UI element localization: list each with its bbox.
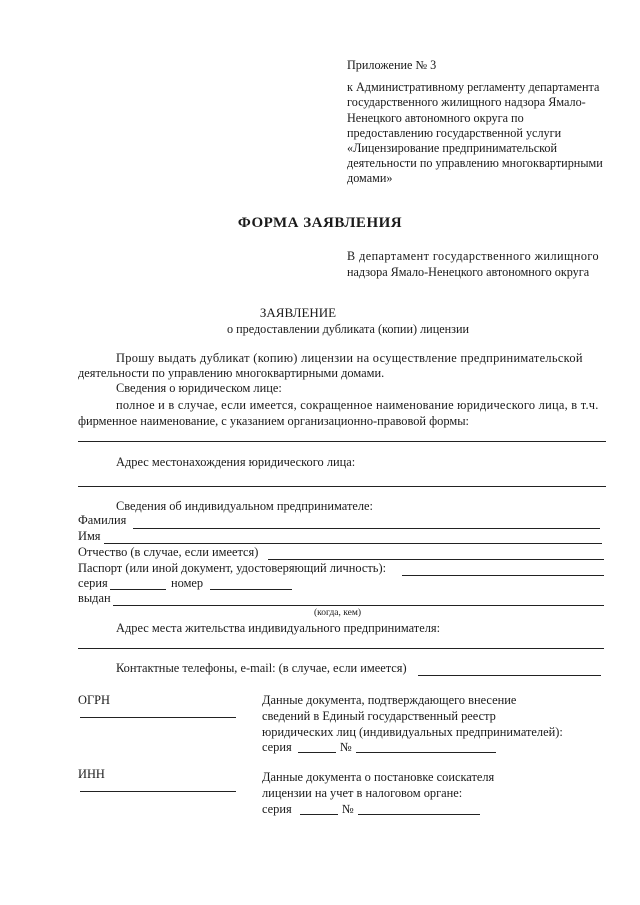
legal-name-field[interactable] [78,441,606,442]
egr-series-field[interactable] [298,752,336,753]
patronymic-label: Отчество (в случае, если имеется) [78,545,259,559]
legal-name-label: фирменное наименование, с указанием организационно-правовой формы: [78,414,469,428]
appendix-line: Ненецкого автономного округа по [347,110,524,125]
appendix-line: домами» [347,171,393,186]
appendix-line: к Административному регламенту департамента [347,80,600,95]
inn-field[interactable] [80,791,236,792]
addressee-line: надзора Ямало-Ненецкого автономного округа [347,265,590,279]
egr-doc-line: сведений в Единый государственный реестр [262,709,496,723]
legal-address-label: Адрес местонахождения юридического лица: [116,455,356,469]
series-label: серия [78,576,108,590]
tax-number-sign: № [342,802,354,816]
ogrn-field[interactable] [80,717,236,718]
tax-series-label: серия [262,802,292,816]
ip-address-field[interactable] [78,648,604,649]
issued-field[interactable] [113,605,604,606]
surname-field[interactable] [133,528,600,529]
ip-address-label: Адрес места жительства индивидуального предпринимателя: [116,621,441,635]
tax-doc-line: лицензии на учет в налоговом органе: [262,786,463,800]
egr-doc-line: юридических лиц (индивидуальных предпринимателей): [262,725,563,739]
contacts-label: Контактные телефоны, e-mail: (в случае, если имеется) [116,661,407,675]
issued-label: выдан [78,591,111,605]
number-label: номер [171,576,204,590]
name-label: Имя [78,529,101,543]
legal-entity-heading: Сведения о юридическом лице: [116,381,282,395]
tax-number-field[interactable] [358,814,480,815]
appendix-block [347,58,603,187]
addressee-line: В департамент государственного жилищного [347,249,600,263]
inn-label: ИНН [78,767,105,781]
passport-label: Паспорт (или иной документ, удостоверяющий личность): [78,561,387,575]
egr-series-label: серия [262,740,292,754]
ip-heading: Сведения об индивидуальном предпринимателе: [116,499,373,513]
statement-subtitle: о предоставлении дубликата (копии) лицензии [226,322,470,336]
name-field[interactable] [104,543,602,544]
ogrn-label: ОГРН [78,693,110,707]
legal-address-field[interactable] [78,486,606,487]
contacts-field[interactable] [418,675,601,676]
appendix-line: «Лицензирование предпринимательской [347,141,558,156]
tax-doc-line: Данные документа о постановке соискателя [262,770,495,784]
series-field[interactable] [110,589,166,590]
appendix-line: предоставлению государственной услуги [347,125,562,140]
statement-title: ЗАЯВЛЕНИЕ [259,305,337,320]
tax-series-field[interactable] [300,814,338,815]
egr-number-field[interactable] [356,752,496,753]
request-text-line: деятельности по управлению многоквартирными домами. [78,366,385,380]
form-title: ФОРМА ЗАЯВЛЕНИЯ [237,215,403,231]
issued-note: (когда, кем) [314,608,362,618]
egr-number-sign: № [340,740,352,754]
appendix-line: государственного жилищного надзора Ямало- [347,95,586,110]
patronymic-field[interactable] [268,559,604,560]
appendix-number: Приложение № 3 [347,58,437,72]
number-field[interactable] [210,589,292,590]
passport-field[interactable] [402,575,604,576]
request-text-line: Прошу выдать дубликат (копию) лицензии на осуществление предпринимательской [116,351,583,365]
surname-label: Фамилия [78,513,127,527]
appendix-line: деятельности по управлению многоквартирными [347,156,603,171]
addressee-block [347,248,599,280]
egr-doc-line: Данные документа, подтверждающего внесение [262,693,517,707]
legal-name-label: полное и в случае, если имеется, сокращенное наименование юридического лица, в т.ч. [116,398,599,412]
